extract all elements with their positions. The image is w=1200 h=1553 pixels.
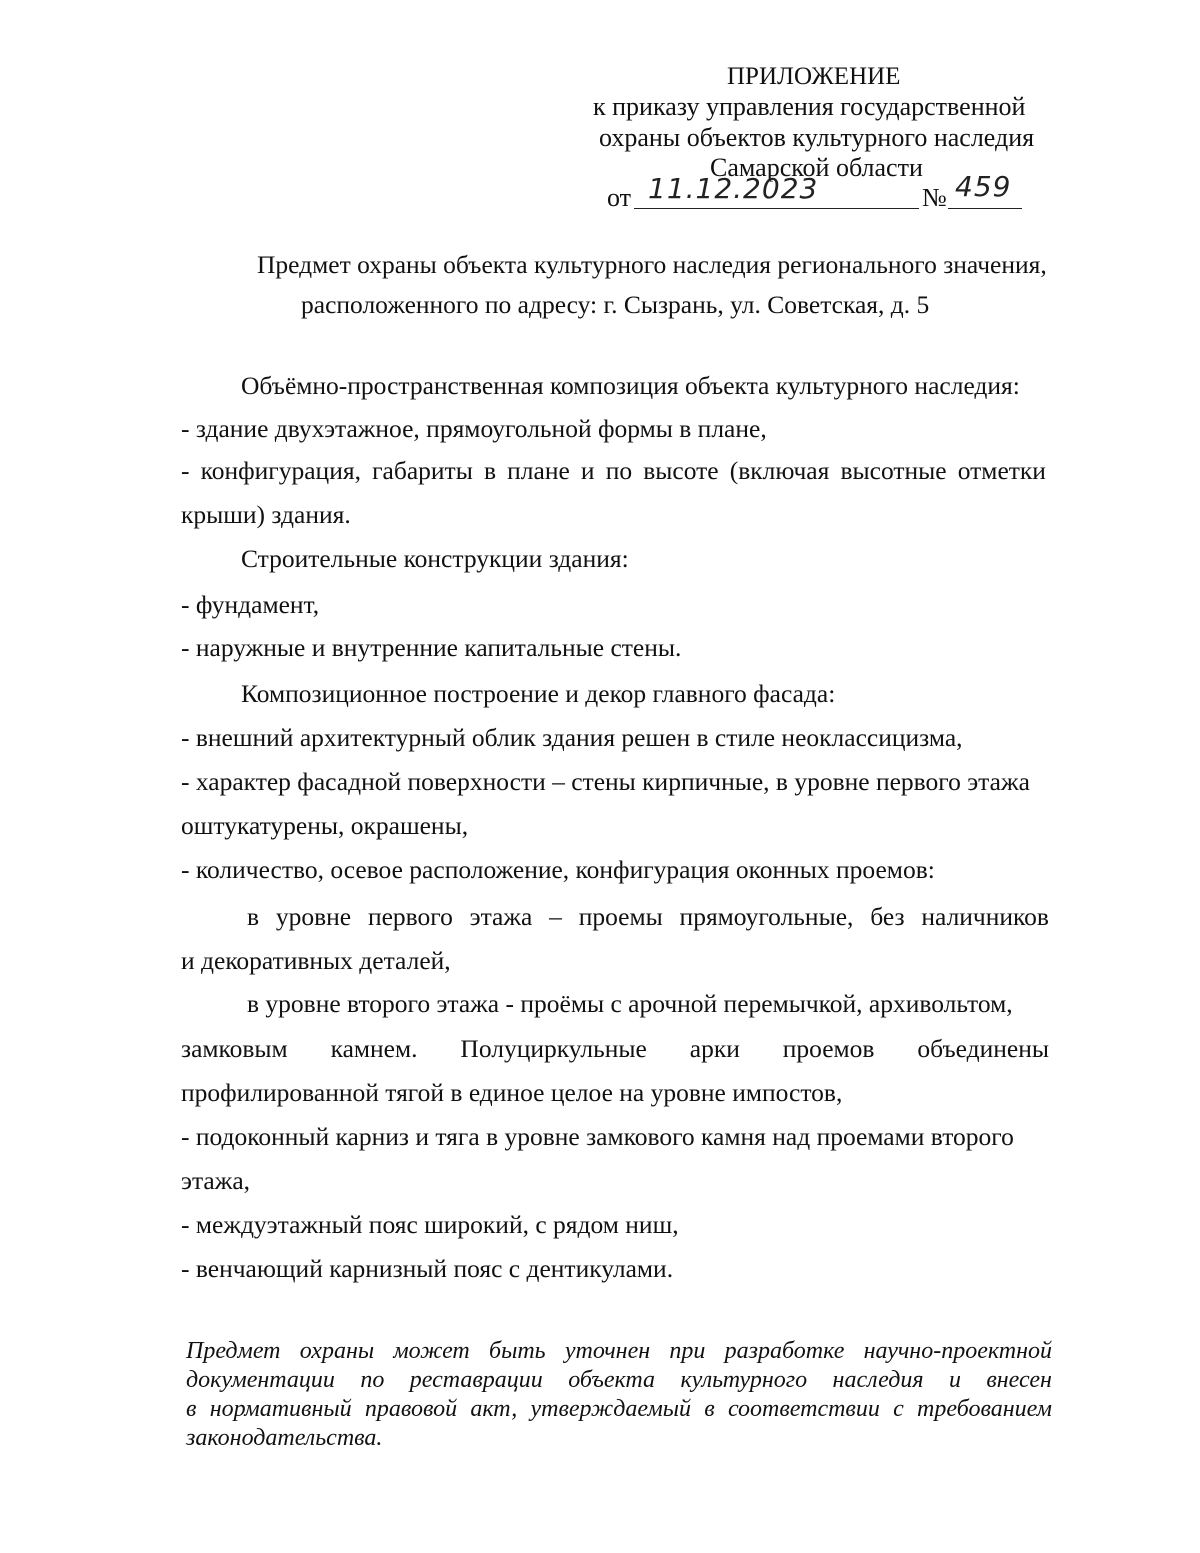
word: плане [507, 456, 570, 485]
word: этажа [469, 902, 533, 931]
word: по [605, 456, 633, 485]
body-line-02: - здание двухэтажное, прямоугольной формы в плане, [181, 414, 767, 443]
word: объекта [568, 1367, 656, 1393]
word: научно-проектной [863, 1338, 1052, 1364]
body-line-05: Строительные конструкции здания: [241, 544, 629, 573]
note-line-1 [186, 1337, 1052, 1366]
word: акт, [470, 1396, 518, 1422]
word: в [704, 1396, 715, 1422]
word: охраны [299, 1338, 375, 1364]
body-line-15: в уровне второго этажа - проёмы с арочной перемычкой, архивольтом, [247, 989, 1013, 1018]
body-line-13 [247, 902, 1049, 932]
word: проемы [578, 902, 663, 931]
order-reference-line-2: охраны объектов культурного наследия [599, 123, 1035, 152]
word: документации [186, 1367, 335, 1393]
body-line-01: Объёмно-пространственная композиция объекта культурного наследия: [241, 371, 1020, 400]
body-line-16 [181, 1034, 1049, 1064]
word: быть [489, 1338, 546, 1364]
word: нормативный [209, 1396, 352, 1422]
word: Предмет [186, 1338, 281, 1364]
order-reference-line-3: Самарской области [710, 153, 923, 182]
word: габариты [372, 456, 473, 485]
word: первого [367, 902, 453, 931]
note-line-3 [186, 1395, 1052, 1424]
note-line-4: законодательства. [186, 1425, 383, 1451]
body-line-11: оштукатурены, окрашены, [181, 811, 469, 840]
body-line-19: этажа, [181, 1166, 251, 1195]
word: высотные [840, 456, 947, 485]
number-prefix: № [922, 183, 947, 212]
word: с [893, 1396, 904, 1422]
body-line-10: - характер фасадной поверхности – стены кирпичные, в уровне первого этажа [181, 767, 1030, 796]
word: в [483, 456, 497, 485]
word: в [186, 1396, 197, 1422]
word: (включая [729, 456, 830, 485]
word: - [181, 456, 190, 485]
word: проемов [782, 1034, 875, 1063]
body-line-21: - венчающий карнизный пояс с дентикулами. [181, 1254, 674, 1283]
word: наследия [832, 1367, 924, 1393]
body-line-20: - междуэтажный пояс широкий, с рядом ниш, [181, 1210, 679, 1239]
word: объединены [917, 1034, 1049, 1063]
word: уровне [275, 902, 352, 931]
appendix-title: ПРИЛОЖЕНИЕ [727, 63, 901, 90]
word: и [948, 1367, 961, 1393]
word: соответствии [727, 1396, 880, 1422]
note-line-2 [186, 1366, 1052, 1395]
word: прямоугольные, [679, 902, 854, 931]
body-line-04: крыши) здания. [181, 500, 351, 529]
word: уточнен [564, 1338, 651, 1364]
word: отметки [957, 456, 1046, 485]
word: замковым [181, 1034, 288, 1063]
word: реставрации [409, 1367, 543, 1393]
word: конфигурация, [200, 456, 361, 485]
word: высоте [643, 456, 719, 485]
number-underline [948, 208, 1022, 209]
word: утверждаемый [530, 1396, 692, 1422]
heading-line-2: расположенного по адресу: г. Сызрань, ул. Советская, д. 5 [301, 290, 930, 319]
word: Полуциркульные [460, 1034, 647, 1063]
word: требованием [917, 1396, 1052, 1422]
word: арки [689, 1034, 740, 1063]
number-handwritten: 459 [955, 170, 1012, 203]
date-prefix: от [607, 183, 632, 212]
body-line-06: - фундамент, [181, 590, 320, 619]
body-line-14: и декоративных деталей, [181, 946, 451, 975]
order-reference-line-1: к приказу управления государственной [593, 92, 1026, 121]
word: камнем. [330, 1034, 418, 1063]
word: в [247, 902, 260, 931]
word: по [360, 1367, 385, 1393]
word: наличников [921, 902, 1049, 931]
body-line-09: - внешний архитектурный облик здания решен в стиле неоклассицизма, [181, 723, 963, 752]
body-line-03 [181, 456, 1046, 486]
amendment-note [186, 1337, 1052, 1453]
word: культурного [680, 1367, 808, 1393]
date-handwritten: 11.12.2023 [648, 172, 819, 205]
body-line-08: Композиционное построение и декор главного фасада: [241, 679, 836, 708]
word: при [669, 1338, 706, 1364]
word: внесен [986, 1367, 1052, 1393]
body-line-12: - количество, осевое расположение, конфигурация оконных проемов: [181, 855, 935, 884]
date-underline [634, 208, 919, 209]
word: может [393, 1338, 470, 1364]
word: разработке [724, 1338, 845, 1364]
word: правовой [364, 1396, 458, 1422]
word: и [580, 456, 595, 485]
word: – [549, 902, 562, 931]
word: без [870, 902, 905, 931]
body-line-17: профилированной тягой в единое целое на уровне импостов, [181, 1078, 843, 1107]
body-line-07: - наружные и внутренние капитальные стены. [181, 633, 682, 662]
heading-line-1: Предмет охраны объекта культурного наследия регионального значения, [257, 250, 1047, 279]
body-line-18: - подоконный карниз и тяга в уровне замкового камня над проемами второго [181, 1122, 1014, 1151]
